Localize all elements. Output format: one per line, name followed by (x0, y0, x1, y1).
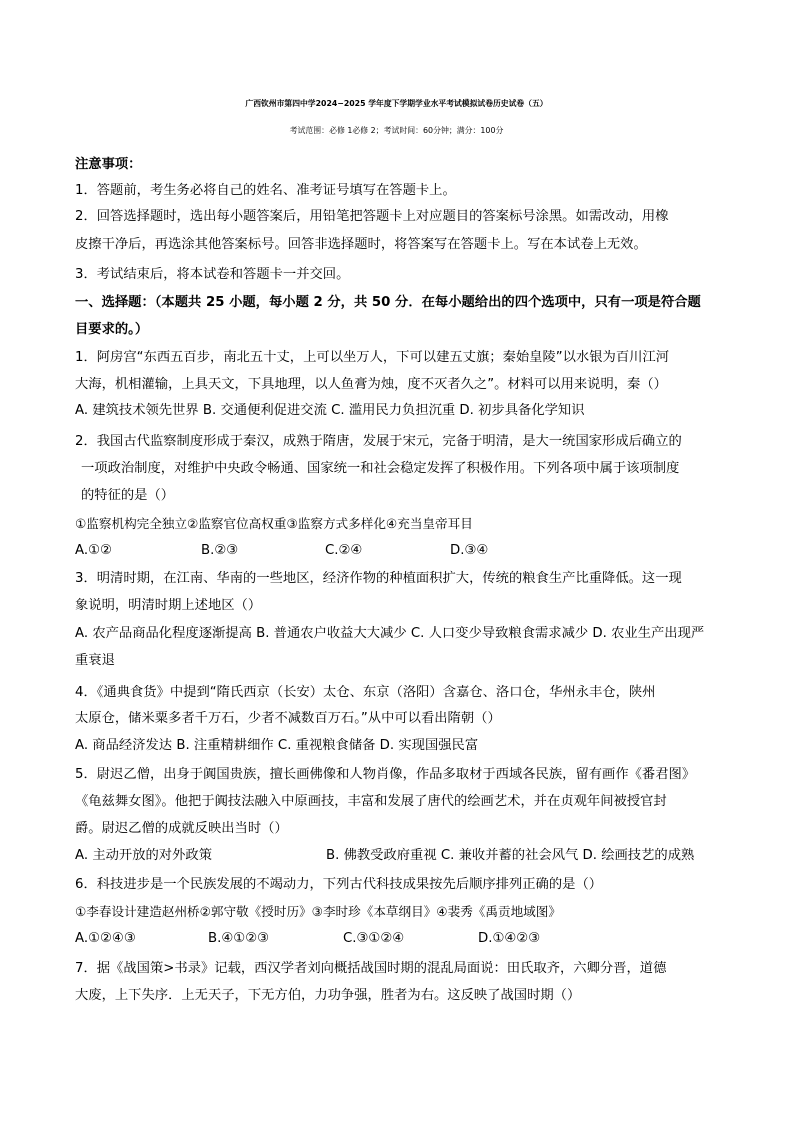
q2-option-b: B.②③ (201, 543, 239, 558)
q3-stem-line-2: 象说明，明清时期上述地区（） (75, 598, 262, 613)
q2-stem-line-1: 2．我国古代监察制度形成于秦汉，成熟于隋唐，发展于宋元，完备于明清，是大一统国家形成后确立的 (75, 434, 682, 449)
exam-subtitle: 考试范围：必修 1必修 2；考试时间：60分钟；满分：100分 (289, 126, 504, 135)
q3-options-line-2: 重衰退 (75, 653, 115, 668)
q2-option-a: A.①② (75, 543, 112, 558)
q5-stem-line-2: 《龟兹舞女图》。他把于阗技法融入中原画技，丰富和发展了唐代的绘画艺术，并在贞观年间被授官封 (75, 794, 667, 809)
q6-items: ①李春设计建造赵州桥②郭守敬《授时历》③李时珍《本草纲目》④裴秀《禹贡地域图》 (75, 904, 561, 919)
q1-stem-line-1: 1．阿房宫“东西五百步，南北五十丈，上可以坐万人，下可以建五丈旗；秦始皇陵”以水银为百川江河 (75, 350, 670, 365)
q6-option-b: B.④①②③ (208, 931, 270, 946)
exam-title: 广西钦州市第四中学2024−2025 学年度下学期学业水平考试模拟试卷历史试卷（五） (245, 99, 548, 108)
notice-item-3: 3．考试结束后，将本试卷和答题卡一并交回。 (75, 267, 350, 282)
notice-item-2-line-2: 皮擦干净后，再选涂其他答案标号。回答非选择题时，将答案写在答题卡上。写在本试卷上无效。 (75, 237, 647, 252)
q7-stem-line-2: 大废，上下失序．上无天子，下无方伯，力功争强，胜者为右。这反映了战国时期（） (75, 988, 581, 1003)
q2-option-c: C.②④ (325, 543, 363, 558)
notice-item-2-line-1: 2．回答选择题时，选出每小题答案后，用铅笔把答题卡上对应题目的答案标号涂黑。如需改动，用橡 (75, 209, 669, 224)
q2-options (75, 542, 715, 560)
q5-stem-line-1: 5．尉迟乙僧，出身于阗国贵族，擅长画佛像和人物肖像，作品多取材于西域各民族，留有画作《番君图》 (75, 767, 696, 782)
q4-stem-line-1: 4．《通典食货》中提到“隋氏西京（长安）太仓、东京（洛阳）含嘉仓、洛口仓，华州永丰仓，陕州 (75, 685, 656, 700)
q3-options-line-1: A. 农产品商品化程度逐渐提高 B. 普通农户收益大大减少 C. 人口变少导致粮食需求减少 D. 农业生产出现严 (75, 626, 705, 641)
notice-item-1: 1．答题前，考生务必将自己的姓名、准考证号填写在答题卡上。 (75, 183, 456, 198)
q6-stem: 6．科技进步是一个民族发展的不竭动力，下列古代科技成果按先后顺序排列正确的是（） (75, 877, 603, 892)
q2-option-d: D.③④ (450, 543, 489, 558)
section-1-heading-line-2: 目要求的。） (75, 322, 149, 337)
q2-stem-line-3: 的特征的是（） (81, 488, 175, 503)
q2-stem-line-2: 一项政治制度，对维护中央政令畅通、国家统一和社会稳定发挥了积极作用。下列各项中属于该项制度 (81, 461, 680, 476)
q6-option-a: A.①②④③ (75, 931, 136, 946)
q7-stem-line-1: 7．据《战国策>书录》记载，西汉学者刘向概括战国时期的混乱局面说：田氏取齐，六卿分晋，道德 (75, 961, 667, 976)
q3-stem-line-1: 3．明清时期，在江南、华南的一些地区，经济作物的种植面积扩大，传统的粮食生产比重降低。这一现 (75, 571, 682, 586)
q2-items: ①监察机构完全独立②监察官位高权重③监察方式多样化④充当皇帝耳目 (75, 516, 473, 531)
q1-stem-line-2: 大海，机相灌输，上具天文，下具地理，以人鱼膏为烛，度不灭者久之”。材料可以用来说明，秦（） (75, 377, 667, 392)
q4-options: A. 商品经济发达 B. 注重精耕细作 C. 重视粮食储备 D. 实现国强民富 (75, 738, 479, 753)
notice-heading: 注意事项： (75, 157, 142, 172)
q1-options: A. 建筑技术领先世界 B. 交通便利促进交流 C. 滥用民力负担沉重 D. 初步具备化学知识 (75, 403, 585, 418)
q5-option-a: A. 主动开放的对外政策 (75, 848, 212, 863)
q5-stem-line-3: 爵。尉迟乙僧的成就反映出当时（） (75, 821, 288, 836)
q6-options (75, 930, 715, 948)
q5-options-bcd: B. 佛教受政府重视 C. 兼收并蓄的社会风气 D. 绘画技艺的成熟 (326, 848, 695, 863)
q6-option-c: C.③①②④ (343, 931, 405, 946)
section-1-heading-line-1: 一、选择题：（本题共 25 小题，每小题 2 分，共 50 分．在每小题给出的四个选项中，只有一项是符合题 (75, 295, 701, 310)
q6-option-d: D.①④②③ (478, 931, 541, 946)
q4-stem-line-2: 太原仓，储米粟多者千万石，少者不减数百万石。”从中可以看出隋朝（） (75, 711, 501, 726)
